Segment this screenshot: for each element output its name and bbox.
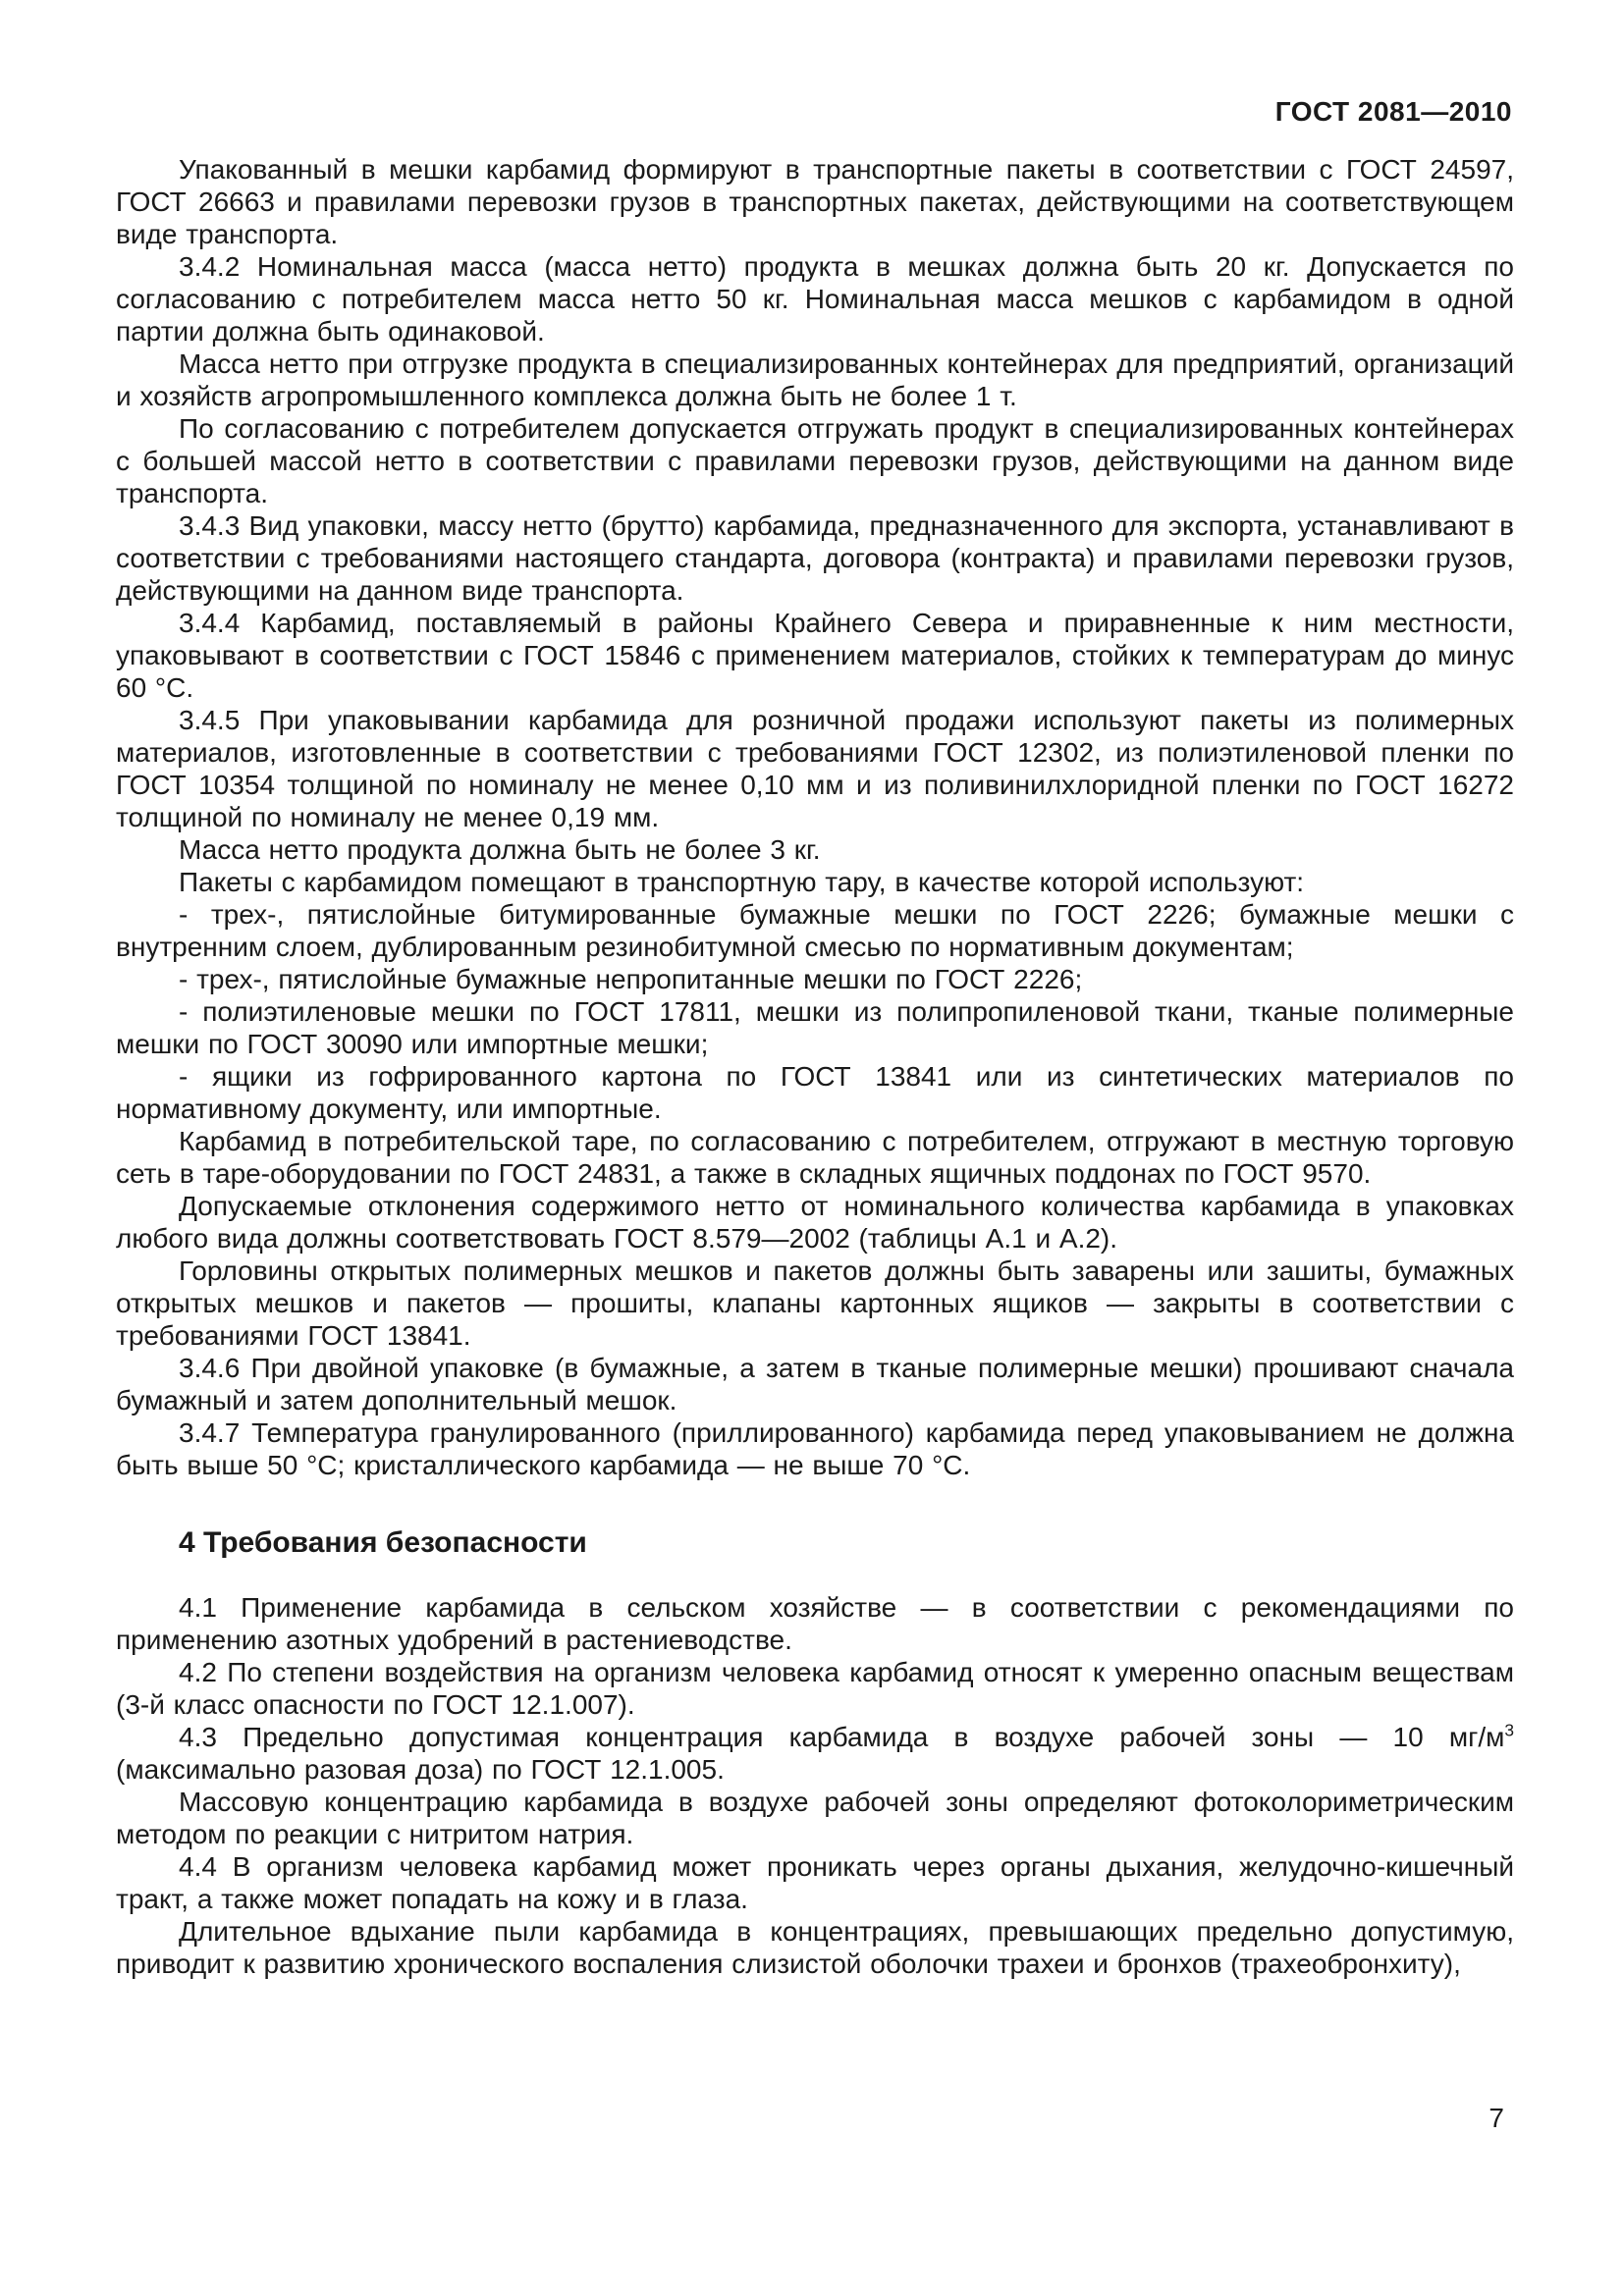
paragraph-text: (максимально разовая доза) по ГОСТ 12.1.005. xyxy=(116,1754,725,1785)
list-item-paragraph: - трех-, пятислойные бумажные непропитанные мешки по ГОСТ 2226; xyxy=(179,964,1083,994)
paragraph: Пакеты с карбамидом помещают в транспортную тару, в качестве которой используют: xyxy=(179,867,1305,897)
paragraph: 3.4.2 Номинальная масса (масса нетто) продукта в мешках должна быть 20 кг. Допускается по согласованию с потребителем масса нетто 50 кг. Номинальная масса мешков с карбамидом в одной партии должна быть одинаковой. xyxy=(116,251,1514,347)
paragraph: Карбамид в потребительской таре, по согласованию с потребителем, отгружают в местную торговую сеть в таре-оборудовании по ГОСТ 24831, а также в складных ящичных поддонах по ГОСТ 9570. xyxy=(116,1126,1514,1189)
paragraph: 4.1 Применение карбамида в сельском хозяйстве — в соответствии с рекомендациями по применению азотных удобрений в растениеводстве. xyxy=(116,1592,1514,1655)
document-body xyxy=(116,153,1514,1980)
paragraph-text: 4.3 Предельно допустимая концентрация карбамида в воздухе рабочей зоны — 10 мг/м xyxy=(179,1722,1505,1752)
paragraph: Длительное вдыхание пыли карбамида в концентрациях, превышающих предельно допустимую, приводит к развитию хронического воспаления слизистой оболочки трахеи и бронхов (трахеобронхиту), xyxy=(116,1916,1514,1979)
paragraph: 3.4.7 Температура гранулированного (приллированного) карбамида перед упаковыванием не должна быть выше 50 °С; кристаллического карбамида — не выше 70 °С. xyxy=(116,1417,1514,1480)
paragraph: Массовую концентрацию карбамида в воздухе рабочей зоны определяют фотоколориметрическим методом по реакции с нитритом натрия. xyxy=(116,1787,1514,1849)
paragraph: 4.4 В организм человека карбамид может проникать через органы дыхания, желудочно-кишечный тракт, а также может попадать на кожу и в глаза. xyxy=(116,1851,1514,1914)
paragraph: Горловины открытых полимерных мешков и пакетов должны быть заварены или зашиты, бумажных открытых мешков и пакетов — прошиты, клапаны картонных ящиков — закрыты в соответствии с требованиями ГОСТ 13841. xyxy=(116,1255,1514,1351)
standard-number-header: ГОСТ 2081—2010 xyxy=(1274,96,1512,127)
paragraph: 4.2 По степени воздействия на организм человека карбамид относят к умеренно опасным веществам (3-й класс опасности по ГОСТ 12.1.007). xyxy=(116,1657,1514,1720)
page-number: 7 xyxy=(1489,2103,1504,2133)
paragraph: 3.4.4 Карбамид, поставляемый в районы Крайнего Севера и приравненные к ним местности, упаковывают в соответствии с ГОСТ 15846 с применением материалов, стойких к температурам до минус 60 °С. xyxy=(116,608,1514,703)
list-item-paragraph: - трех-, пятислойные битумированные бумажные мешки по ГОСТ 2226; бумажные мешки с внутренним слоем, дублированным резинобитумной смесью по нормативным документам; xyxy=(116,899,1514,962)
section-heading: 4 Требования безопасности xyxy=(179,1526,587,1559)
paragraph: Масса нетто продукта должна быть не более 3 кг. xyxy=(179,834,821,865)
list-item-paragraph: - полиэтиленовые мешки по ГОСТ 17811, мешки из полипропиленовой ткани, тканые полимерные мешки по ГОСТ 30090 или импортные мешки; xyxy=(116,996,1514,1059)
paragraph: 3.4.6 При двойной упаковке (в бумажные, а затем в тканые полимерные мешки) прошивают сначала бумажный и затем дополнительный мешок. xyxy=(116,1353,1514,1415)
paragraph: 3.4.5 При упаковывании карбамида для розничной продажи используют пакеты из полимерных материалов, изготовленные в соответствии с требованиями ГОСТ 12302, из полиэтиленовой пленки по ГОСТ 10354 толщиной по номиналу не менее 0,10 мм и из поливинилхлоридной пленки по ГОСТ 16272 толщиной по номиналу не менее 0,19 мм. xyxy=(116,705,1514,832)
paragraph: 3.4.3 Вид упаковки, массу нетто (брутто) карбамида, предназначенного для экспорта, устанавливают в соответствии с требованиями настоящего стандарта, договора (контракта) и правилами перевозки грузов, действующими на данном виде транспорта. xyxy=(116,510,1514,606)
paragraph: По согласованию с потребителем допускается отгружать продукт в специализированных контейнерах с большей массой нетто в соответствии с правилами перевозки грузов, действующими на данном виде транспорта. xyxy=(116,413,1514,508)
paragraph: Допускаемые отклонения содержимого нетто от номинального количества карбамида в упаковках любого вида должны соответствовать ГОСТ 8.579—2002 (таблицы А.1 и А.2). xyxy=(116,1191,1514,1254)
paragraph: Упакованный в мешки карбамид формируют в транспортные пакеты в соответствии с ГОСТ 24597, ГОСТ 26663 и правилами перевозки грузов в транспортных пакетах, действующими на соответствующем виде транспорта. xyxy=(116,154,1514,249)
paragraph: Масса нетто при отгрузке продукта в специализированных контейнерах для предприятий, организаций и хозяйств агропромышленного комплекса должна быть не более 1 т. xyxy=(116,348,1514,411)
superscript: 3 xyxy=(1504,1720,1514,1740)
list-item-paragraph: - ящики из гофрированного картона по ГОСТ 13841 или из синтетических материалов по нормативному документу, или импортные. xyxy=(116,1061,1514,1124)
paragraph xyxy=(116,1721,1514,1786)
